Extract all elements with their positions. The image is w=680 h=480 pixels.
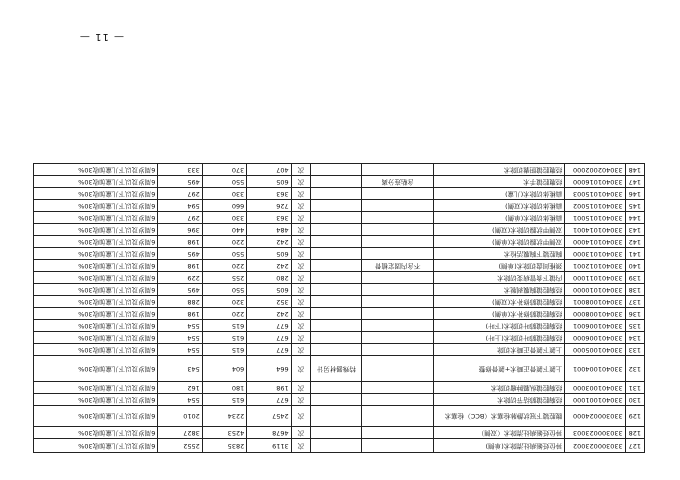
row-number: 133	[625, 344, 644, 356]
item-code: 330401004001	[565, 356, 625, 382]
row-number: 134	[625, 332, 644, 344]
item-note: 6周岁及以下儿童加收30%	[34, 394, 158, 406]
item-code: 330401008001	[565, 296, 625, 308]
item-unit: 次	[291, 332, 310, 344]
price-tier2: 330	[202, 188, 246, 200]
price-tier1: 363	[247, 212, 291, 224]
price-tier3: 554	[158, 332, 202, 344]
price-tier3: 297	[158, 212, 202, 224]
item-content	[362, 320, 434, 332]
item-name: 经胸腔镜胸膜剥脱术	[434, 284, 565, 296]
item-note: 6周岁及以下儿童加收30%	[34, 439, 158, 453]
price-tier1: 280	[247, 272, 291, 284]
price-tier3: 198	[158, 308, 202, 320]
item-name: 经胸腔镜肺修补术(双侧)	[434, 296, 565, 308]
item-note: 6周岁及以下儿童加收30%	[34, 296, 158, 308]
table-row	[34, 356, 645, 382]
item-unit: 次	[291, 272, 310, 284]
item-exclusion	[311, 284, 362, 296]
item-unit: 次	[291, 320, 310, 332]
price-tier3: 297	[158, 188, 202, 200]
item-content	[362, 188, 434, 200]
item-exclusion	[311, 164, 362, 176]
row-number: 143	[625, 224, 644, 236]
table-row	[34, 320, 645, 332]
price-tier1: 242	[247, 308, 291, 320]
item-exclusion	[311, 332, 362, 344]
item-name: 经胸腔镜纵膈肿瘤切除术	[434, 382, 565, 394]
row-number: 147	[625, 176, 644, 188]
row-number: 140	[625, 260, 644, 272]
item-content	[362, 272, 434, 284]
item-unit: 次	[291, 212, 310, 224]
item-exclusion	[311, 176, 362, 188]
price-tier1: 407	[247, 164, 291, 176]
price-tier3: 594	[158, 200, 202, 212]
price-tier2: 550	[202, 248, 246, 260]
item-exclusion	[311, 406, 362, 427]
price-tier2: 320	[202, 296, 246, 308]
item-note: 6周岁及以下儿童加收30%	[34, 248, 158, 260]
price-tier3: 2552	[158, 439, 202, 453]
item-name: 异位妊娠病灶清除术（双侧）	[434, 427, 565, 439]
item-name: 扁桃体切除术(单侧)	[434, 212, 565, 224]
item-content	[362, 164, 434, 176]
item-code: 330401016000	[565, 176, 625, 188]
item-name: 经腹腔镜胆囊切除术	[434, 164, 565, 176]
price-table	[33, 163, 645, 453]
price-tier1: 726	[247, 200, 291, 212]
price-tier3: 554	[158, 394, 202, 406]
item-content: 含粘连分离	[362, 176, 434, 188]
table-row	[34, 296, 645, 308]
item-exclusion	[311, 344, 362, 356]
price-tier2: 4253	[202, 427, 246, 439]
item-unit: 次	[291, 356, 310, 382]
price-tier1: 605	[247, 284, 291, 296]
item-code: 330401014001	[565, 224, 625, 236]
item-note: 6周岁及以下儿童加收30%	[34, 212, 158, 224]
table-row	[34, 200, 645, 212]
item-exclusion: 特殊器材另计	[311, 356, 362, 382]
price-tier2: 220	[202, 236, 246, 248]
item-name: 经腹腔镜手术	[434, 176, 565, 188]
item-name: 颈椎间盘切除术(单侧)	[434, 260, 565, 272]
row-number: 141	[625, 248, 644, 260]
item-unit: 次	[291, 284, 310, 296]
price-tier3: 288	[158, 296, 202, 308]
item-unit: 次	[291, 427, 310, 439]
row-number: 137	[625, 296, 644, 308]
price-tier1: 677	[247, 344, 291, 356]
item-code: 330300023002	[565, 439, 625, 453]
row-number: 138	[625, 284, 644, 296]
item-code: 330401005000	[565, 344, 625, 356]
item-content: 不含内固定植骨	[362, 260, 434, 272]
price-tier3: 543	[158, 356, 202, 382]
price-tier1: 242	[247, 236, 291, 248]
price-tier1: 363	[247, 188, 291, 200]
table-row	[34, 248, 645, 260]
item-note: 6周岁及以下儿童加收30%	[34, 356, 158, 382]
item-name: 经胸腔镜肺叶切除术(上叶)	[434, 332, 565, 344]
price-tier1: 2457	[247, 406, 291, 427]
item-content	[362, 248, 434, 260]
price-tier1: 664	[247, 356, 291, 382]
row-number: 145	[625, 200, 644, 212]
price-tier3: 495	[158, 284, 202, 296]
item-code: 330401015001	[565, 212, 625, 224]
item-exclusion	[311, 248, 362, 260]
item-content	[362, 200, 434, 212]
table-row	[34, 394, 645, 406]
price-tier3: 495	[158, 176, 202, 188]
item-unit: 次	[291, 164, 310, 176]
item-exclusion	[311, 439, 362, 453]
item-code: 330401010000	[565, 284, 625, 296]
item-unit: 次	[291, 439, 310, 453]
item-content	[362, 344, 434, 356]
table-row	[34, 308, 645, 320]
item-exclusion	[311, 188, 362, 200]
item-note: 6周岁及以下儿童加收30%	[34, 176, 158, 188]
price-tier2: 440	[202, 224, 246, 236]
item-exclusion	[311, 224, 362, 236]
row-number: 131	[625, 382, 644, 394]
table-row	[34, 382, 645, 394]
item-name: 上颌下颌骨正畸术+颌骨修整	[434, 356, 565, 382]
item-unit: 次	[291, 296, 310, 308]
item-code: 330300023003	[565, 427, 625, 439]
price-tier1: 3119	[247, 439, 291, 453]
item-unit: 次	[291, 394, 310, 406]
item-note: 6周岁及以下儿童加收30%	[34, 427, 158, 439]
table-row	[34, 272, 645, 284]
price-tier2: 604	[202, 356, 246, 382]
item-content	[362, 332, 434, 344]
item-name: 经胸腔镜肺叶切除术(下叶)	[434, 320, 565, 332]
item-exclusion	[311, 260, 362, 272]
item-unit: 次	[291, 382, 310, 394]
page-number: — 11 —	[78, 31, 124, 42]
item-name: 异位妊娠病灶清除术(单侧)	[434, 439, 565, 453]
item-name: 经胸腔镜肺结节切除术	[434, 394, 565, 406]
item-content	[362, 382, 434, 394]
item-exclusion	[311, 296, 362, 308]
item-note: 6周岁及以下儿童加收30%	[34, 200, 158, 212]
item-unit: 次	[291, 260, 310, 272]
item-note: 6周岁及以下儿童加收30%	[34, 272, 158, 284]
price-tier1: 677	[247, 332, 291, 344]
item-name: 经胸腔镜肺修补术(单侧)	[434, 308, 565, 320]
table-row	[34, 427, 645, 439]
row-number: 127	[625, 439, 644, 453]
item-name: 上颌下颌骨正畸术切除	[434, 344, 565, 356]
price-tier3: 3827	[158, 427, 202, 439]
row-number: 132	[625, 356, 644, 382]
table-row	[34, 212, 645, 224]
item-content	[362, 356, 434, 382]
item-unit: 次	[291, 200, 310, 212]
price-tier3: 495	[158, 248, 202, 260]
item-code: 330401015002	[565, 200, 625, 212]
price-tier1: 352	[247, 296, 291, 308]
item-code: 330402002000	[565, 164, 625, 176]
table-row	[34, 344, 645, 356]
item-code: 330401013000	[565, 248, 625, 260]
item-unit: 次	[291, 236, 310, 248]
item-content	[362, 427, 434, 439]
item-name: 胸腔镜下胸膜活检术	[434, 248, 565, 260]
price-tier1: 605	[247, 248, 291, 260]
item-content	[362, 212, 434, 224]
table-row	[34, 224, 645, 236]
item-name: 扁桃体切除术(儿童)	[434, 188, 565, 200]
price-tier2: 180	[202, 382, 246, 394]
price-tier2: 660	[202, 200, 246, 212]
item-note: 6周岁及以下儿童加收30%	[34, 308, 158, 320]
item-exclusion	[311, 394, 362, 406]
item-unit: 次	[291, 224, 310, 236]
price-tier2: 550	[202, 176, 246, 188]
item-unit: 次	[291, 344, 310, 356]
item-code: 330401012001	[565, 260, 625, 272]
price-tier3: 554	[158, 344, 202, 356]
table-row	[34, 164, 645, 176]
price-tier2: 615	[202, 332, 246, 344]
price-tier3: 198	[158, 260, 202, 272]
row-number: 144	[625, 212, 644, 224]
item-name: 扁桃体切除术(双侧)	[434, 200, 565, 212]
item-exclusion	[311, 272, 362, 284]
price-tier1: 605	[247, 176, 291, 188]
item-note: 6周岁及以下儿童加收30%	[34, 236, 158, 248]
row-number: 128	[625, 427, 644, 439]
item-note: 6周岁及以下儿童加收30%	[34, 344, 158, 356]
item-note: 6周岁及以下儿童加收30%	[34, 382, 158, 394]
item-name: 双侧甲状腺切除术(单侧)	[434, 236, 565, 248]
item-name: 内镜下食管病变切除术	[434, 272, 565, 284]
item-note: 6周岁及以下儿童加收30%	[34, 164, 158, 176]
item-note: 6周岁及以下儿童加收30%	[34, 188, 158, 200]
item-code: 330401006000	[565, 332, 625, 344]
item-unit: 次	[291, 176, 310, 188]
item-note: 6周岁及以下儿童加收30%	[34, 406, 158, 427]
row-number: 146	[625, 188, 644, 200]
table-row	[34, 284, 645, 296]
price-tier1: 484	[247, 224, 291, 236]
item-code: 330401011000	[565, 272, 625, 284]
table-row	[34, 406, 645, 427]
item-note: 6周岁及以下儿童加收30%	[34, 260, 158, 272]
item-code: 330401001000	[565, 394, 625, 406]
item-unit: 次	[291, 188, 310, 200]
price-tier3: 229	[158, 272, 202, 284]
price-tier2: 615	[202, 320, 246, 332]
item-unit: 次	[291, 248, 310, 260]
item-exclusion	[311, 200, 362, 212]
price-tier1: 198	[247, 382, 291, 394]
item-content	[362, 236, 434, 248]
item-content	[362, 394, 434, 406]
price-tier2: 330	[202, 212, 246, 224]
item-exclusion	[311, 320, 362, 332]
item-code: 330401008000	[565, 308, 625, 320]
row-number: 136	[625, 308, 644, 320]
row-number: 135	[625, 320, 644, 332]
row-number: 129	[625, 406, 644, 427]
price-tier2: 615	[202, 344, 246, 356]
price-tier1: 242	[247, 260, 291, 272]
price-tier2: 615	[202, 394, 246, 406]
item-content	[362, 284, 434, 296]
item-note: 6周岁及以下儿童加收30%	[34, 332, 158, 344]
item-code: 330300024000	[565, 406, 625, 427]
table-row	[34, 188, 645, 200]
price-tier2: 550	[202, 284, 246, 296]
price-tier3: 333	[158, 164, 202, 176]
price-tier3: 198	[158, 236, 202, 248]
price-tier2: 370	[202, 164, 246, 176]
price-tier1: 677	[247, 394, 291, 406]
table-row	[34, 260, 645, 272]
item-code: 330401014000	[565, 236, 625, 248]
item-code: 330401003000	[565, 382, 625, 394]
price-tier2: 2835	[202, 439, 246, 453]
item-exclusion	[311, 427, 362, 439]
price-tier2: 255	[202, 272, 246, 284]
item-code: 330401015003	[565, 188, 625, 200]
row-number: 142	[625, 236, 644, 248]
item-name: 腹腔镜下冠状静脉栓塞术（BCC）栓塞术	[434, 406, 565, 427]
item-code: 330401006001	[565, 320, 625, 332]
item-note: 6周岁及以下儿童加收30%	[34, 284, 158, 296]
item-content	[362, 439, 434, 453]
price-tier3: 2010	[158, 406, 202, 427]
table-row	[34, 176, 645, 188]
price-tier3: 554	[158, 320, 202, 332]
table-row	[34, 236, 645, 248]
table-row	[34, 439, 645, 453]
price-tier3: 162	[158, 382, 202, 394]
item-exclusion	[311, 382, 362, 394]
item-content	[362, 308, 434, 320]
table-row	[34, 332, 645, 344]
item-unit: 次	[291, 308, 310, 320]
row-number: 139	[625, 272, 644, 284]
price-tier3: 396	[158, 224, 202, 236]
item-exclusion	[311, 212, 362, 224]
row-number: 148	[625, 164, 644, 176]
price-tier1: 677	[247, 320, 291, 332]
item-exclusion	[311, 308, 362, 320]
item-content	[362, 224, 434, 236]
item-content	[362, 296, 434, 308]
item-note: 6周岁及以下儿童加收30%	[34, 224, 158, 236]
price-tier2: 220	[202, 308, 246, 320]
item-name: 双侧甲状腺切除术(双侧)	[434, 224, 565, 236]
item-exclusion	[311, 236, 362, 248]
price-tier1: 4678	[247, 427, 291, 439]
item-content	[362, 406, 434, 427]
item-note: 6周岁及以下儿童加收30%	[34, 320, 158, 332]
price-tier2: 220	[202, 260, 246, 272]
price-tier2: 2234	[202, 406, 246, 427]
item-unit: 次	[291, 406, 310, 427]
row-number: 130	[625, 394, 644, 406]
